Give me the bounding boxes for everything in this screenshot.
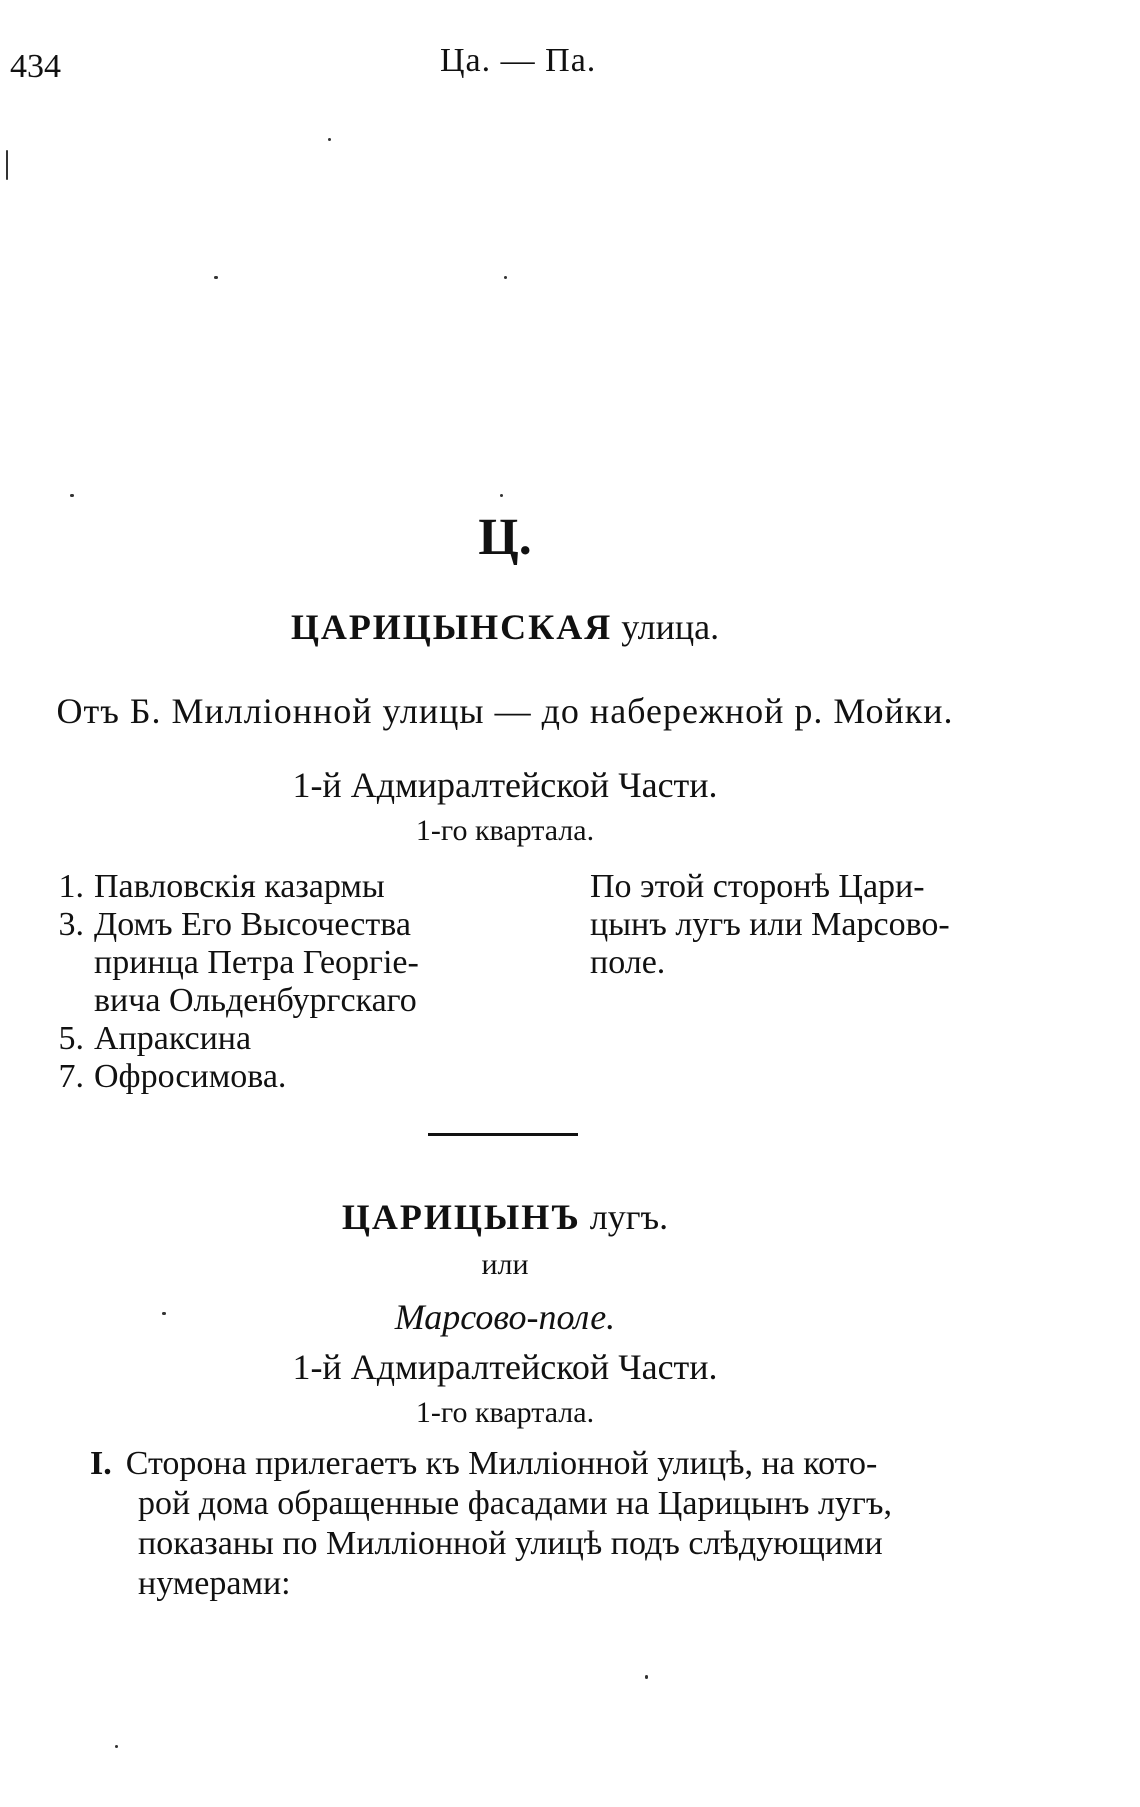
street-district: 1-й Адмиралтейской Части. bbox=[292, 765, 718, 805]
scan-speck bbox=[504, 276, 507, 279]
running-head: Ца. — Па. bbox=[440, 42, 597, 79]
page-number: 434 bbox=[10, 48, 61, 85]
paragraph-numeral: I. bbox=[90, 1445, 112, 1482]
street-route: Отъ Б. Милліонной улицы — до набережной р. Мойки. bbox=[56, 691, 954, 731]
house-list bbox=[36, 868, 419, 1096]
section-divider bbox=[428, 1133, 578, 1136]
meadow-paragraph: I. Сторона прилегаетъ къ Милліонной улицѣ, на кото- рой дома обращенные фасадами на Царицынъ лугъ, показаны по Милліонной улицѣ подъ слѣдующими нумерами: bbox=[90, 1445, 892, 1602]
scan-speck bbox=[645, 1675, 648, 1679]
list-item: 5. Апраксина bbox=[58, 1020, 252, 1057]
meadow-alt-name: Марсово-поле. bbox=[394, 1297, 616, 1337]
other-side-note: По этой сторонѣ Цари- цынъ лугъ или Марсово- поле. bbox=[590, 868, 950, 981]
list-item: 7. Офросимова. bbox=[58, 1058, 287, 1095]
section-letter: Ц. bbox=[478, 509, 532, 566]
list-item-continuation: принца Петра Георгіе- bbox=[94, 944, 419, 981]
scan-speck bbox=[162, 1312, 166, 1315]
street-title-rest: улица. bbox=[621, 607, 720, 647]
street-quarter: 1-го квартала. bbox=[415, 814, 595, 847]
list-item-continuation: вича Ольденбургскаго bbox=[94, 982, 417, 1019]
list-item: 3. Домъ Его Высочества bbox=[58, 906, 411, 943]
meadow-title-caps: ЦАРИЦЫНЪ bbox=[341, 1197, 581, 1237]
meadow-quarter: 1-го квартала. bbox=[415, 1396, 595, 1429]
meadow-district: 1-й Адмиралтейской Части. bbox=[292, 1347, 718, 1387]
scan-speck bbox=[6, 150, 8, 180]
scan-speck bbox=[70, 494, 74, 497]
scan-speck bbox=[328, 138, 331, 141]
scan-speck bbox=[500, 494, 503, 497]
list-item: 1. Павловскія казармы bbox=[58, 868, 385, 905]
scan-speck bbox=[115, 1745, 118, 1748]
street-title-caps: ЦАРИЦЫНСКАЯ bbox=[290, 607, 613, 647]
meadow-or: или bbox=[481, 1248, 529, 1281]
meadow-title bbox=[0, 1196, 1010, 1238]
street-title bbox=[0, 606, 1010, 648]
meadow-title-rest: лугъ. bbox=[589, 1197, 669, 1237]
scan-speck bbox=[214, 276, 218, 279]
